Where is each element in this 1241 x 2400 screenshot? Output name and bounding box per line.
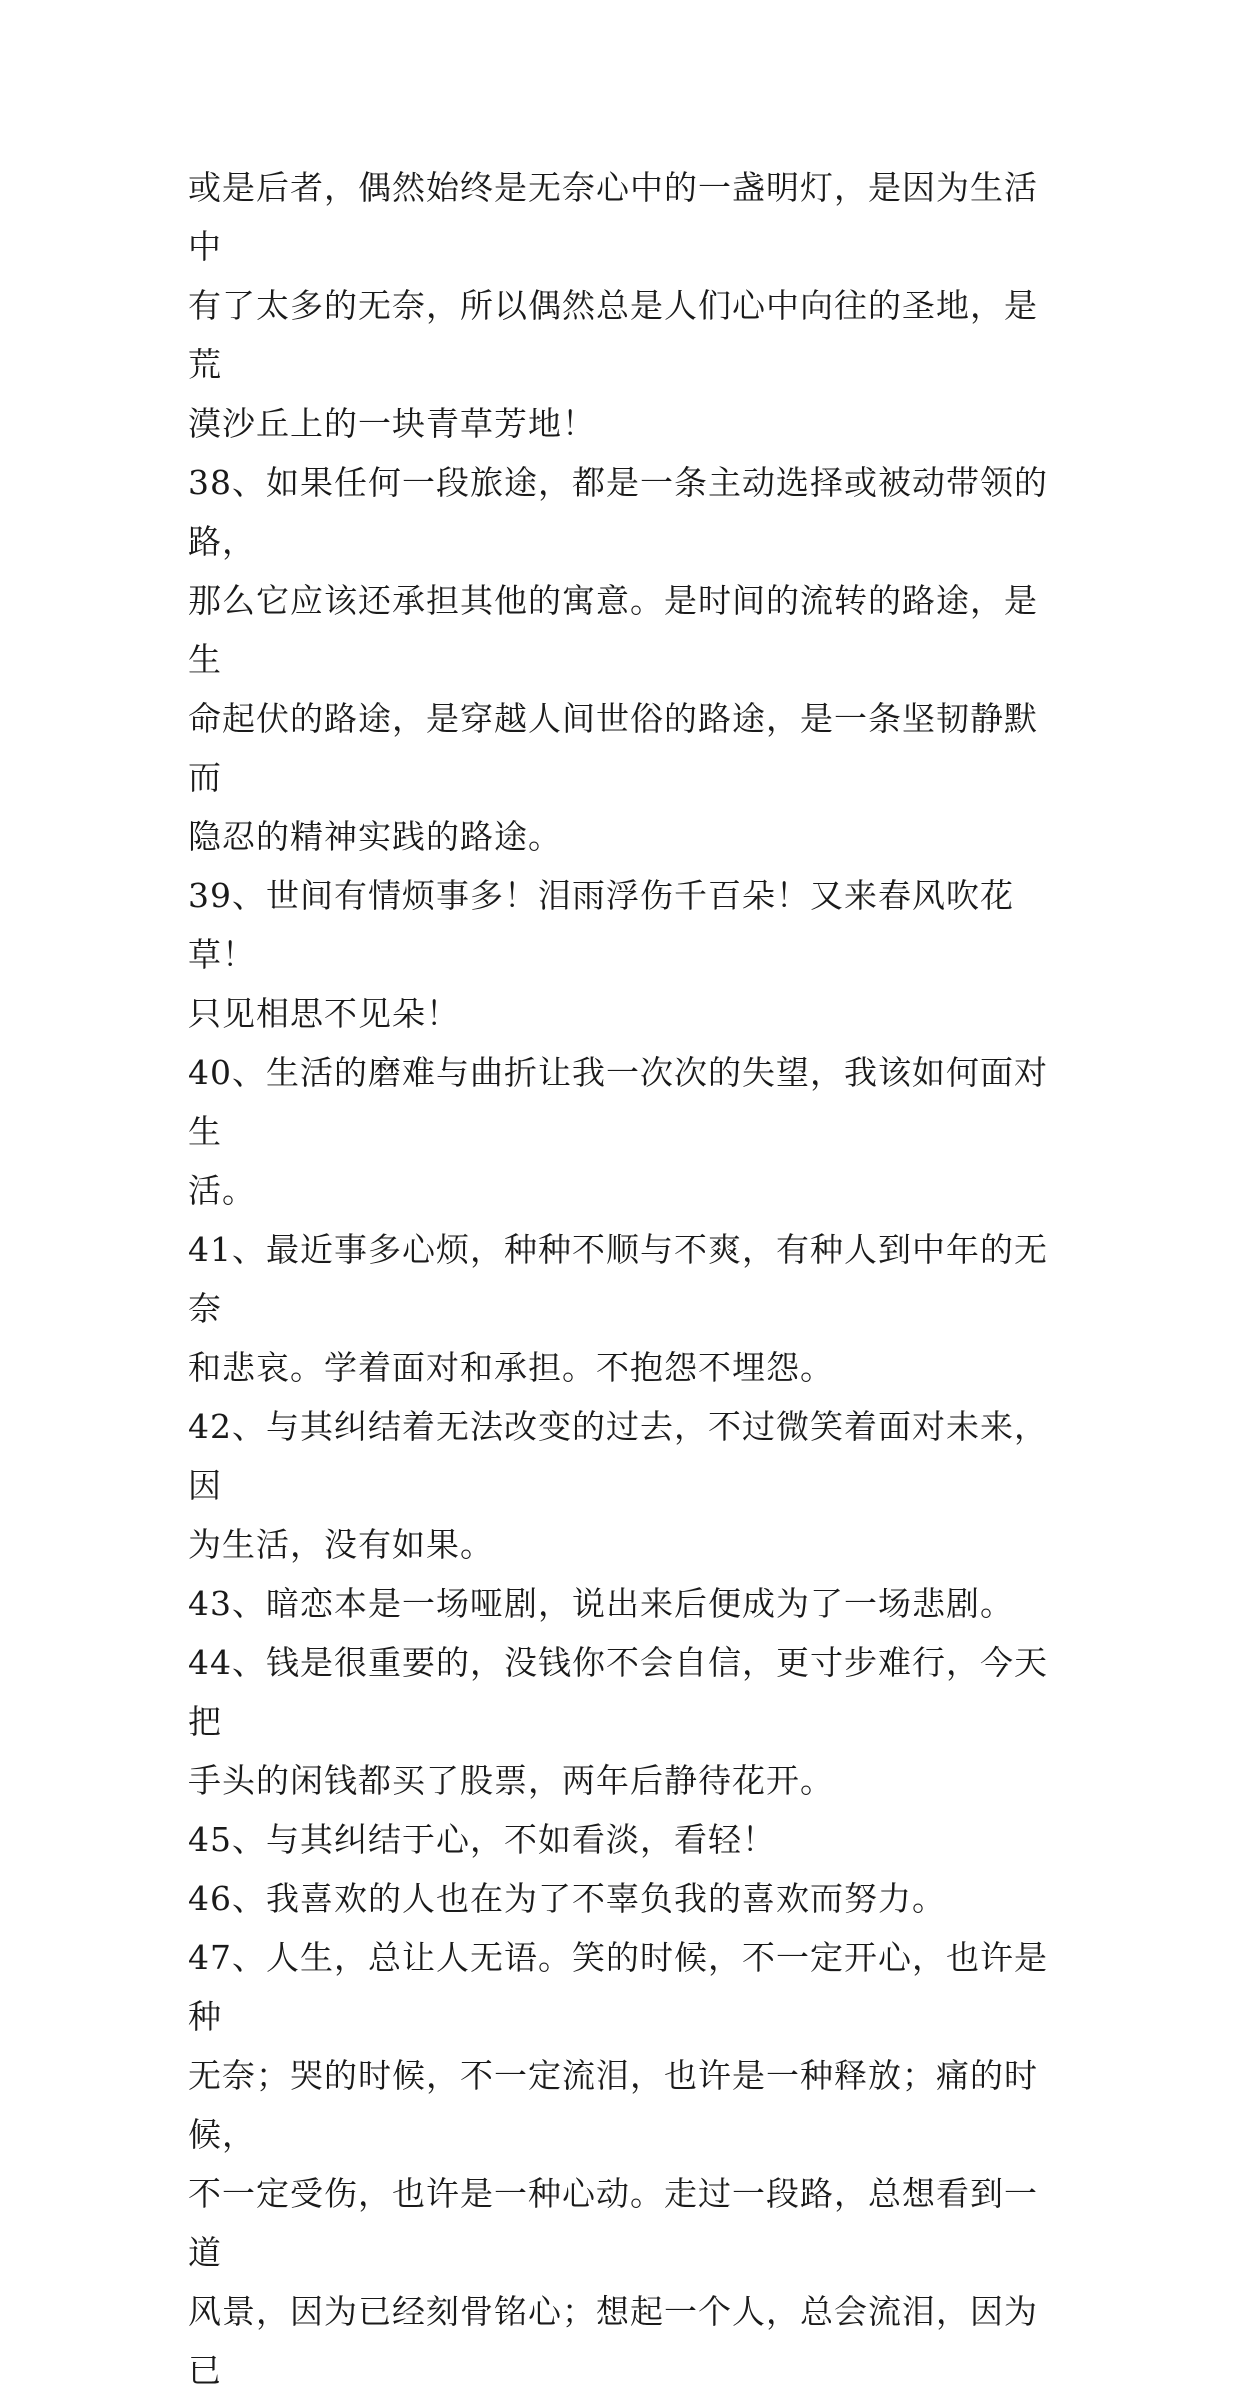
paragraph-40: 40、生活的磨难与曲折让我一次次的失望，我该如何面对生 活。 [188, 1053, 1048, 1210]
paragraph-47: 47、人生，总让人无语。笑的时候，不一定开心，也许是种 无奈；哭的时候，不一定流泪，也许是一种释放；痛的时候， 不一定受伤，也许是一种心动。走过一段路，总想看到一道 风景，因为已经刻骨铭心；想起一个人，总会流泪，因为已 [188, 1938, 1048, 2390]
paragraph-38: 38、如果任何一段旅途，都是一条主动选择或被动带领的路， 那么它应该还承担其他的寓意。是时间的流转的路途，是生 命起伏的路途，是穿越人间世俗的路途，是一条坚韧静默而 隐忍的精神实践的路途。 [188, 463, 1048, 856]
document-body [188, 158, 1068, 2400]
paragraph-43: 43、暗恋本是一场哑剧，说出来后便成为了一场悲剧。 [188, 1584, 1014, 1623]
paragraph-45: 45、与其纠结于心，不如看淡，看轻！ [188, 1820, 776, 1859]
paragraph-39: 39、世间有情烦事多！泪雨浮伤千百朵！又来春风吹花草！ 只见相思不见朵！ [188, 876, 1014, 1033]
paragraph-41: 41、最近事多心烦，种种不顺与不爽，有种人到中年的无奈 和悲哀。学着面对和承担。不抱怨不埋怨。 [188, 1230, 1048, 1387]
paragraph-44: 44、钱是很重要的，没钱你不会自信，更寸步难行，今天把 手头的闲钱都买了股票，两年后静待花开。 [188, 1643, 1048, 1800]
paragraph-42: 42、与其纠结着无法改变的过去，不过微笑着面对未来，因 为生活，没有如果。 [188, 1407, 1048, 1564]
paragraph-continuation: 或是后者，偶然始终是无奈心中的一盏明灯，是因为生活中 有了太多的无奈，所以偶然总是人们心中向往的圣地，是荒 漠沙丘上的一块青草芳地！ [188, 168, 1038, 443]
paragraph-46: 46、我喜欢的人也在为了不辜负我的喜欢而努力。 [188, 1879, 946, 1918]
